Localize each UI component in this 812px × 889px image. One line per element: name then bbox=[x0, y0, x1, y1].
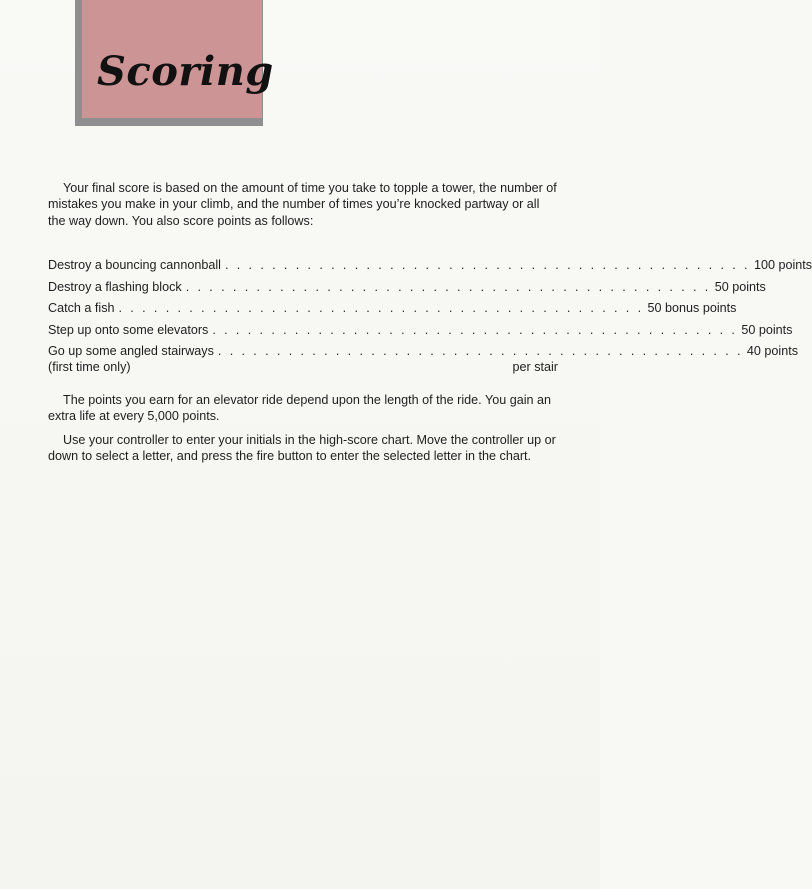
score-row bbox=[48, 258, 812, 280]
score-label: Step up onto some elevators bbox=[48, 322, 209, 337]
page-title: Scoring bbox=[97, 48, 274, 95]
high-score-text: Use your controller to enter your initials in the high-score chart. Move the controller up or down to select a letter, and press the fire button to enter the selected letter in the chart. bbox=[48, 433, 556, 464]
score-points: 100 points bbox=[753, 258, 812, 272]
stairway-note: (first time only) bbox=[48, 359, 131, 374]
leader-dots: . . . . . . . . . . . . . . . . . . . . . . . . . . . . . . . . . . . . . . . . . . . . . bbox=[212, 322, 738, 337]
score-label: Destroy a flashing block bbox=[48, 279, 182, 294]
score-points: 50 points bbox=[714, 279, 766, 294]
score-row bbox=[48, 322, 793, 345]
intro-paragraph bbox=[48, 180, 560, 229]
score-points: 40 points bbox=[746, 344, 799, 358]
score-list bbox=[48, 258, 812, 380]
stairway-unit: per stair bbox=[512, 359, 558, 374]
leader-dots: . . . . . . . . . . . . . . . . . . . . . . . . . . . . . . . . . . . . . . . . . . . . . bbox=[118, 301, 644, 315]
score-row bbox=[48, 301, 737, 323]
leader-dots: . . . . . . . . . . . . . . . . . . . . . . . . . . . . . . . . . . . . . . . . . . . . . bbox=[224, 258, 750, 272]
score-label: Catch a fish bbox=[48, 301, 115, 315]
score-label: Destroy a bouncing cannonball bbox=[48, 258, 221, 272]
high-score-paragraph bbox=[48, 432, 560, 465]
score-points: 50 points bbox=[741, 322, 793, 337]
score-row bbox=[48, 279, 766, 302]
score-points: 50 bonus points bbox=[647, 301, 737, 315]
leader-dots: . . . . . . . . . . . . . . . . . . . . . . . . . . . . . . . . . . . . . . . . . . . . . bbox=[185, 279, 711, 294]
elevator-text: The points you earn for an elevator ride depend upon the length of the ride. You gain an extra life at every 5,000 points. bbox=[48, 393, 552, 424]
elevator-paragraph bbox=[48, 392, 560, 425]
leader-dots: . . . . . . . . . . . . . . . . . . . . . . . . . . . . . . . . . . . . . . . . . . . . . bbox=[217, 344, 743, 358]
stairway-note-row bbox=[48, 360, 558, 380]
intro-text: Your final score is based on the amount of time you take to topple a tower, the number of mistakes you make in your climb, and the number of times you’re knocked partway or all the way down. You also score points as follows: bbox=[48, 181, 557, 228]
score-label: Go up some angled stairways bbox=[48, 344, 214, 358]
